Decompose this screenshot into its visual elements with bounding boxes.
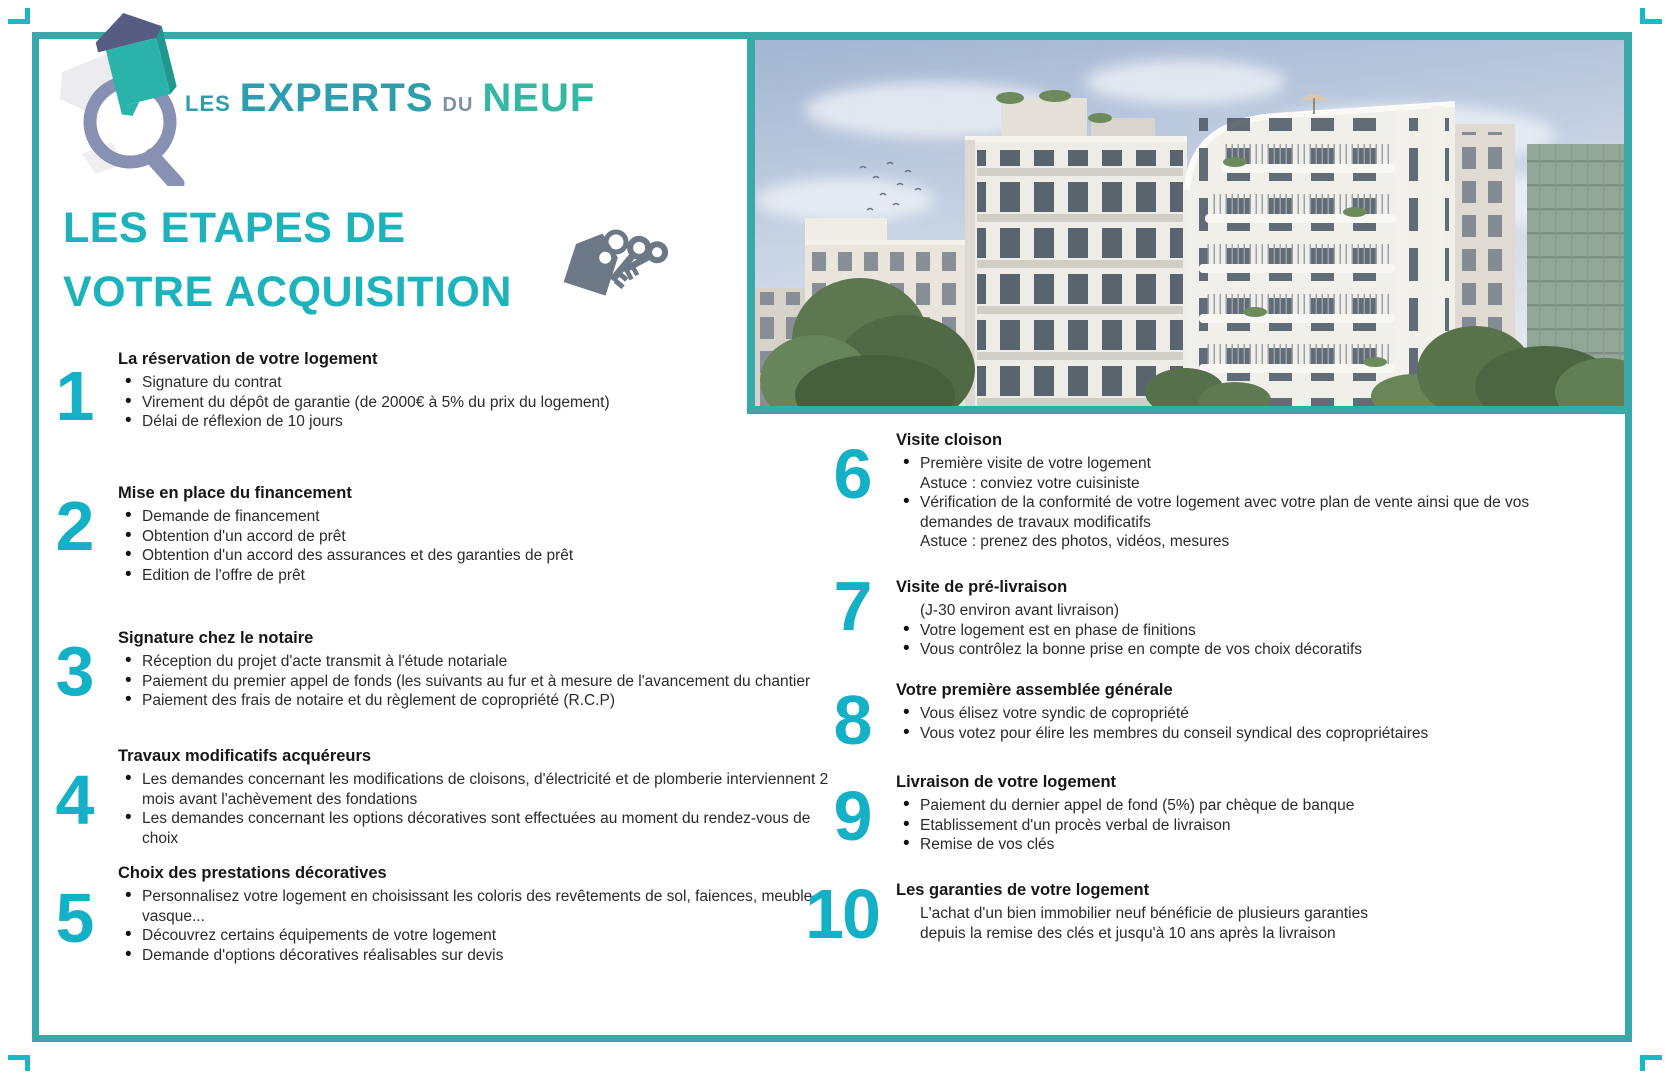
building-render: [755, 40, 1624, 406]
step-items: [896, 454, 1544, 552]
step-item: • Première visite de votre logement Astuce : conviez votre cuisiniste: [896, 454, 1544, 493]
step-item: • Votre logement est en phase de finitions: [896, 621, 1544, 641]
step-title: Mise en place du financement: [118, 484, 352, 502]
corner-mark-bottom-left: [8, 1055, 30, 1071]
step-items: [896, 904, 1381, 943]
step-item: • Obtention d'un accord de prêt: [118, 527, 838, 547]
step-number: 7: [833, 567, 871, 645]
brand-neuf: NEUF: [482, 76, 596, 120]
step-title: Travaux modificatifs acquéreurs: [118, 747, 372, 765]
step-item: • Vous votez pour élire les membres du conseil syndical des copropriétaires: [896, 724, 1544, 744]
step-items: [896, 601, 1544, 660]
step-7: [820, 567, 1544, 660]
step-1: [42, 350, 838, 435]
step-title: Les garanties de votre logement: [896, 881, 1150, 899]
step-items: [118, 507, 838, 585]
step-title: Visite de pré-livraison: [896, 578, 1068, 596]
step-title: Choix des prestations décoratives: [118, 864, 387, 882]
step-title: Votre première assemblée générale: [896, 681, 1173, 699]
step-title: La réservation de votre logement: [118, 350, 378, 368]
corner-mark-bottom-right: [1640, 1055, 1662, 1071]
step-item: • Paiement du dernier appel de fond (5%) par chèque de banque: [896, 796, 1544, 816]
brand-experts: EXPERTS: [239, 76, 434, 120]
step-item: • Remise de vos clés: [896, 835, 1544, 855]
step-item: • Découvrez certains équipements de votre logement: [118, 926, 838, 946]
step-number: 5: [55, 879, 93, 957]
corner-mark-top-left: [8, 8, 30, 24]
step-item-note: Astuce : conviez votre cuisiniste: [920, 474, 1140, 492]
step-item: • Les demandes concernant les options décoratives sont effectuées au moment du rendez-vous de choix: [118, 809, 838, 848]
step-4: [42, 747, 838, 848]
step-title: Signature chez le notaire: [118, 629, 314, 647]
step-3: [42, 629, 838, 711]
step-item: • Obtention d'un accord des assurances et des garanties de prêt: [118, 546, 838, 566]
step-item: • Personnalisez votre logement en choisissant les coloris des revêtements de sol, faiences, meuble vasque...: [118, 887, 838, 926]
step-item: • Les demandes concernant les modifications de cloisons, d'électricité et de plomberie interviennent 2 mois avant l'achèvement des fondations: [118, 770, 838, 809]
page-title-line2: VOTRE ACQUISITION: [63, 268, 512, 316]
step-number: 4: [55, 761, 93, 839]
step-number: 9: [833, 777, 871, 855]
page-title-line1: LES ETAPES DE: [63, 204, 406, 252]
step-item: • Signature du contrat: [118, 373, 838, 393]
step-number: 1: [55, 357, 93, 435]
step-items: [118, 770, 838, 848]
step-items: [896, 796, 1544, 855]
step-items: [118, 887, 838, 965]
corner-mark-top-right: [1640, 8, 1662, 24]
step-6: [820, 431, 1544, 552]
step-item: • Vous contrôlez la bonne prise en compte de vos choix décoratifs: [896, 640, 1544, 660]
step-9: [820, 773, 1544, 855]
step-item: • Délai de réflexion de 10 jours: [118, 412, 838, 432]
step-item: L'achat d'un bien immobilier neuf bénéficie de plusieurs garanties depuis la remise des clés et jusqu'à 10 ans après la livraison: [920, 905, 1368, 942]
step-title: Livraison de votre logement: [896, 773, 1117, 791]
building-photo: [747, 32, 1632, 414]
step-items: [118, 652, 838, 711]
step-10: [800, 875, 1544, 953]
step-items: [896, 704, 1544, 743]
step-2: [42, 484, 838, 585]
step-8: [820, 681, 1544, 759]
step-items: [118, 373, 838, 432]
step-item: • Paiement des frais de notaire et du règlement de copropriété (R.C.P): [118, 691, 838, 711]
step-5: [42, 864, 838, 965]
step-number: 2: [55, 487, 93, 565]
step-number: 8: [833, 681, 871, 759]
step-item: • Paiement du premier appel de fonds (les suivants au fur et à mesure de l'avancement du chantier: [118, 672, 838, 692]
brand-du: DU: [442, 94, 474, 116]
step-item: • Vous élisez votre syndic de copropriété: [896, 704, 1544, 724]
step-item: • Réception du projet d'acte transmit à l'étude notariale: [118, 652, 838, 672]
house-keys-icon: [558, 216, 670, 304]
step-item: • Vérification de la conformité de votre logement avec votre plan de vente ainsi que de vos demandes de travaux modificatifs Astuce : prenez des photos, vidéos, mesures: [896, 493, 1544, 552]
step-number: 3: [55, 632, 93, 710]
step-item: • Virement du dépôt de garantie (de 2000€ à 5% du prix du logement): [118, 393, 838, 413]
step-number: 6: [833, 435, 871, 513]
brand-wordmark: [185, 76, 595, 121]
step-item-note: Astuce : prenez des photos, vidéos, mesures: [920, 533, 1230, 550]
step-item: • Edition de l'offre de prêt: [118, 566, 838, 586]
step-item: • Demande d'options décoratives réalisables sur devis: [118, 946, 838, 966]
brand-les: LES: [185, 91, 231, 116]
step-item: • Demande de financement: [118, 507, 838, 527]
step-title: Visite cloison: [896, 431, 1003, 449]
page-title: [63, 196, 512, 324]
step-number: 10: [805, 875, 879, 953]
step-item: (J-30 environ avant livraison): [920, 602, 1120, 619]
step-item: • Etablissement d'un procès verbal de livraison: [896, 816, 1544, 836]
